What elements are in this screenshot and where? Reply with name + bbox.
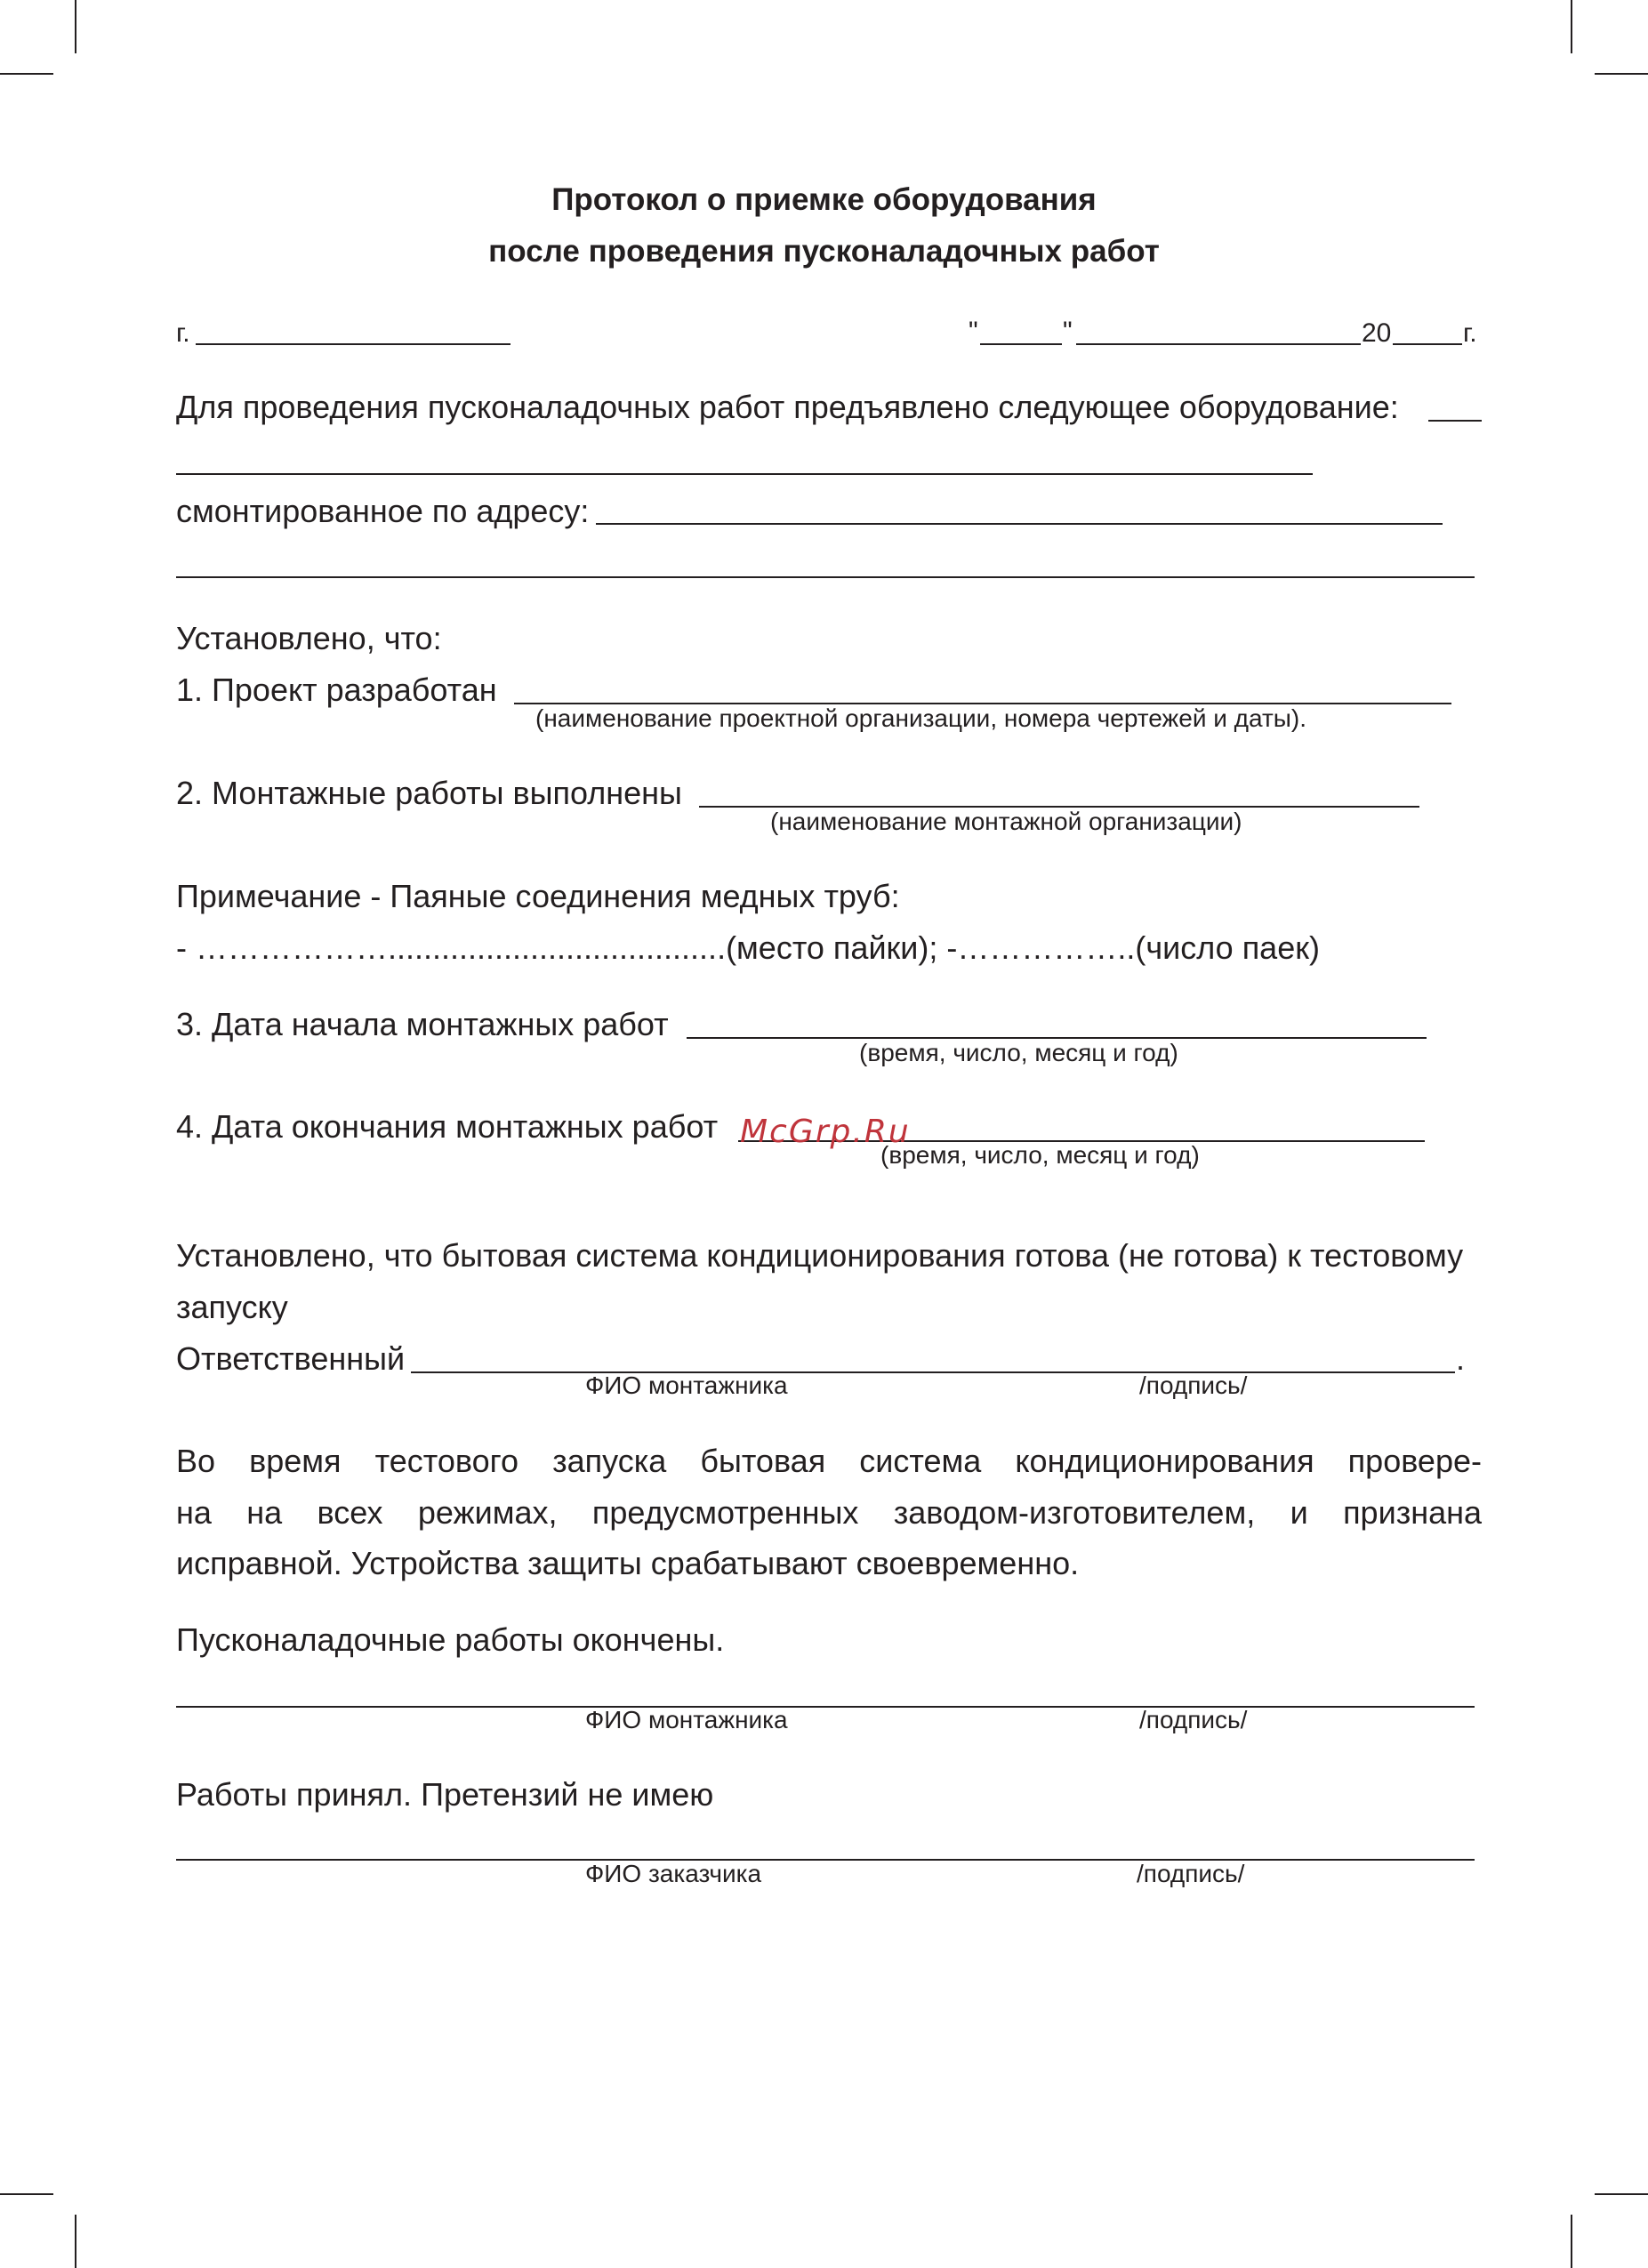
item3-caption: (время, число, месяц и год) <box>859 1039 1178 1066</box>
address-blank-1[interactable] <box>596 523 1443 525</box>
crop-mark-bottom-right-v <box>1571 2215 1572 2268</box>
item1-caption: (наименование проектной организации, номера чертежей и даты). <box>535 704 1307 732</box>
year-blank[interactable] <box>1393 343 1462 345</box>
accepted-label: Работы принял. Претензий не имею <box>176 1776 714 1813</box>
item2-caption: (наименование монтажной организации) <box>770 808 1242 835</box>
crop-mark-top-left-v <box>75 0 76 53</box>
day-blank[interactable] <box>980 343 1062 345</box>
equipment-blank-2[interactable] <box>176 473 1313 475</box>
equipment-blank-1[interactable] <box>1428 420 1482 422</box>
test-paragraph-line-2: на на всех режимах, предусмотренных заводом-изготовителем, и признана <box>176 1494 1482 1531</box>
finished-blank[interactable] <box>176 1706 1475 1708</box>
date-quote-close: " <box>1063 317 1073 346</box>
document-title-line-1: Протокол о приемке оборудования <box>551 182 1097 217</box>
responsible-period: . <box>1456 1340 1466 1377</box>
established-label: Установлено, что: <box>176 620 442 656</box>
address-label: смонтированное по адресу: <box>176 493 590 529</box>
document-title-line-2: после проведения пусконаладочных работ <box>488 234 1160 269</box>
test-paragraph-line-3: исправной. Устройства защиты срабатывают своевременно. <box>176 1545 1080 1581</box>
month-blank[interactable] <box>1076 343 1361 345</box>
crop-mark-bottom-right-h <box>1595 2193 1648 2195</box>
test-paragraph-line-1: Во время тестового запуска бытовая система кондиционирования провере- <box>176 1443 1482 1479</box>
finished-sign-caption: /подпись/ <box>1139 1706 1248 1733</box>
crop-mark-top-left-h <box>0 73 53 75</box>
crop-mark-bottom-left-v <box>75 2215 76 2268</box>
item2-label: 2. Монтажные работы выполнены <box>176 775 682 811</box>
finished-fio-caption: ФИО монтажника <box>585 1706 788 1733</box>
finished-label: Пусконаладочные работы окончены. <box>176 1621 725 1658</box>
city-prefix: г. <box>176 318 190 348</box>
date-quote-open: " <box>969 317 978 346</box>
address-blank-2[interactable] <box>176 576 1475 578</box>
item4-caption: (время, число, месяц и год) <box>880 1141 1200 1169</box>
accepted-fio-caption: ФИО заказчика <box>585 1860 762 1887</box>
accepted-sign-caption: /подпись/ <box>1137 1860 1245 1887</box>
note-line: - ………………......................................(место пайки); -……………..(число паек) <box>176 929 1320 966</box>
crop-mark-top-right-h <box>1595 73 1648 75</box>
ready-line-1: Установлено, что бытовая система кондиционирования готова (не готова) к тестовому <box>176 1237 1464 1274</box>
note-label: Примечание - Паяные соединения медных труб: <box>176 878 900 914</box>
ready-line-2: запуску <box>176 1289 288 1325</box>
watermark: McGrp.Ru <box>740 1114 911 1150</box>
year-suffix: г. <box>1463 318 1477 348</box>
item3-label: 3. Дата начала монтажных работ <box>176 1006 669 1042</box>
equipment-label: Для проведения пусконаладочных работ предъявлено следующее оборудование: <box>176 389 1399 425</box>
responsible-blank[interactable] <box>411 1371 1455 1373</box>
city-blank[interactable] <box>196 343 510 345</box>
crop-mark-top-right-v <box>1571 0 1572 53</box>
responsible-sign-caption: /подпись/ <box>1139 1371 1248 1399</box>
item4-label: 4. Дата окончания монтажных работ <box>176 1108 719 1145</box>
year-prefix: 20 <box>1362 318 1392 348</box>
responsible-fio-caption: ФИО монтажника <box>585 1371 788 1399</box>
responsible-label: Ответственный <box>176 1340 406 1377</box>
crop-mark-bottom-left-h <box>0 2193 53 2195</box>
accepted-blank[interactable] <box>176 1859 1475 1861</box>
item1-label: 1. Проект разработан <box>176 672 497 708</box>
